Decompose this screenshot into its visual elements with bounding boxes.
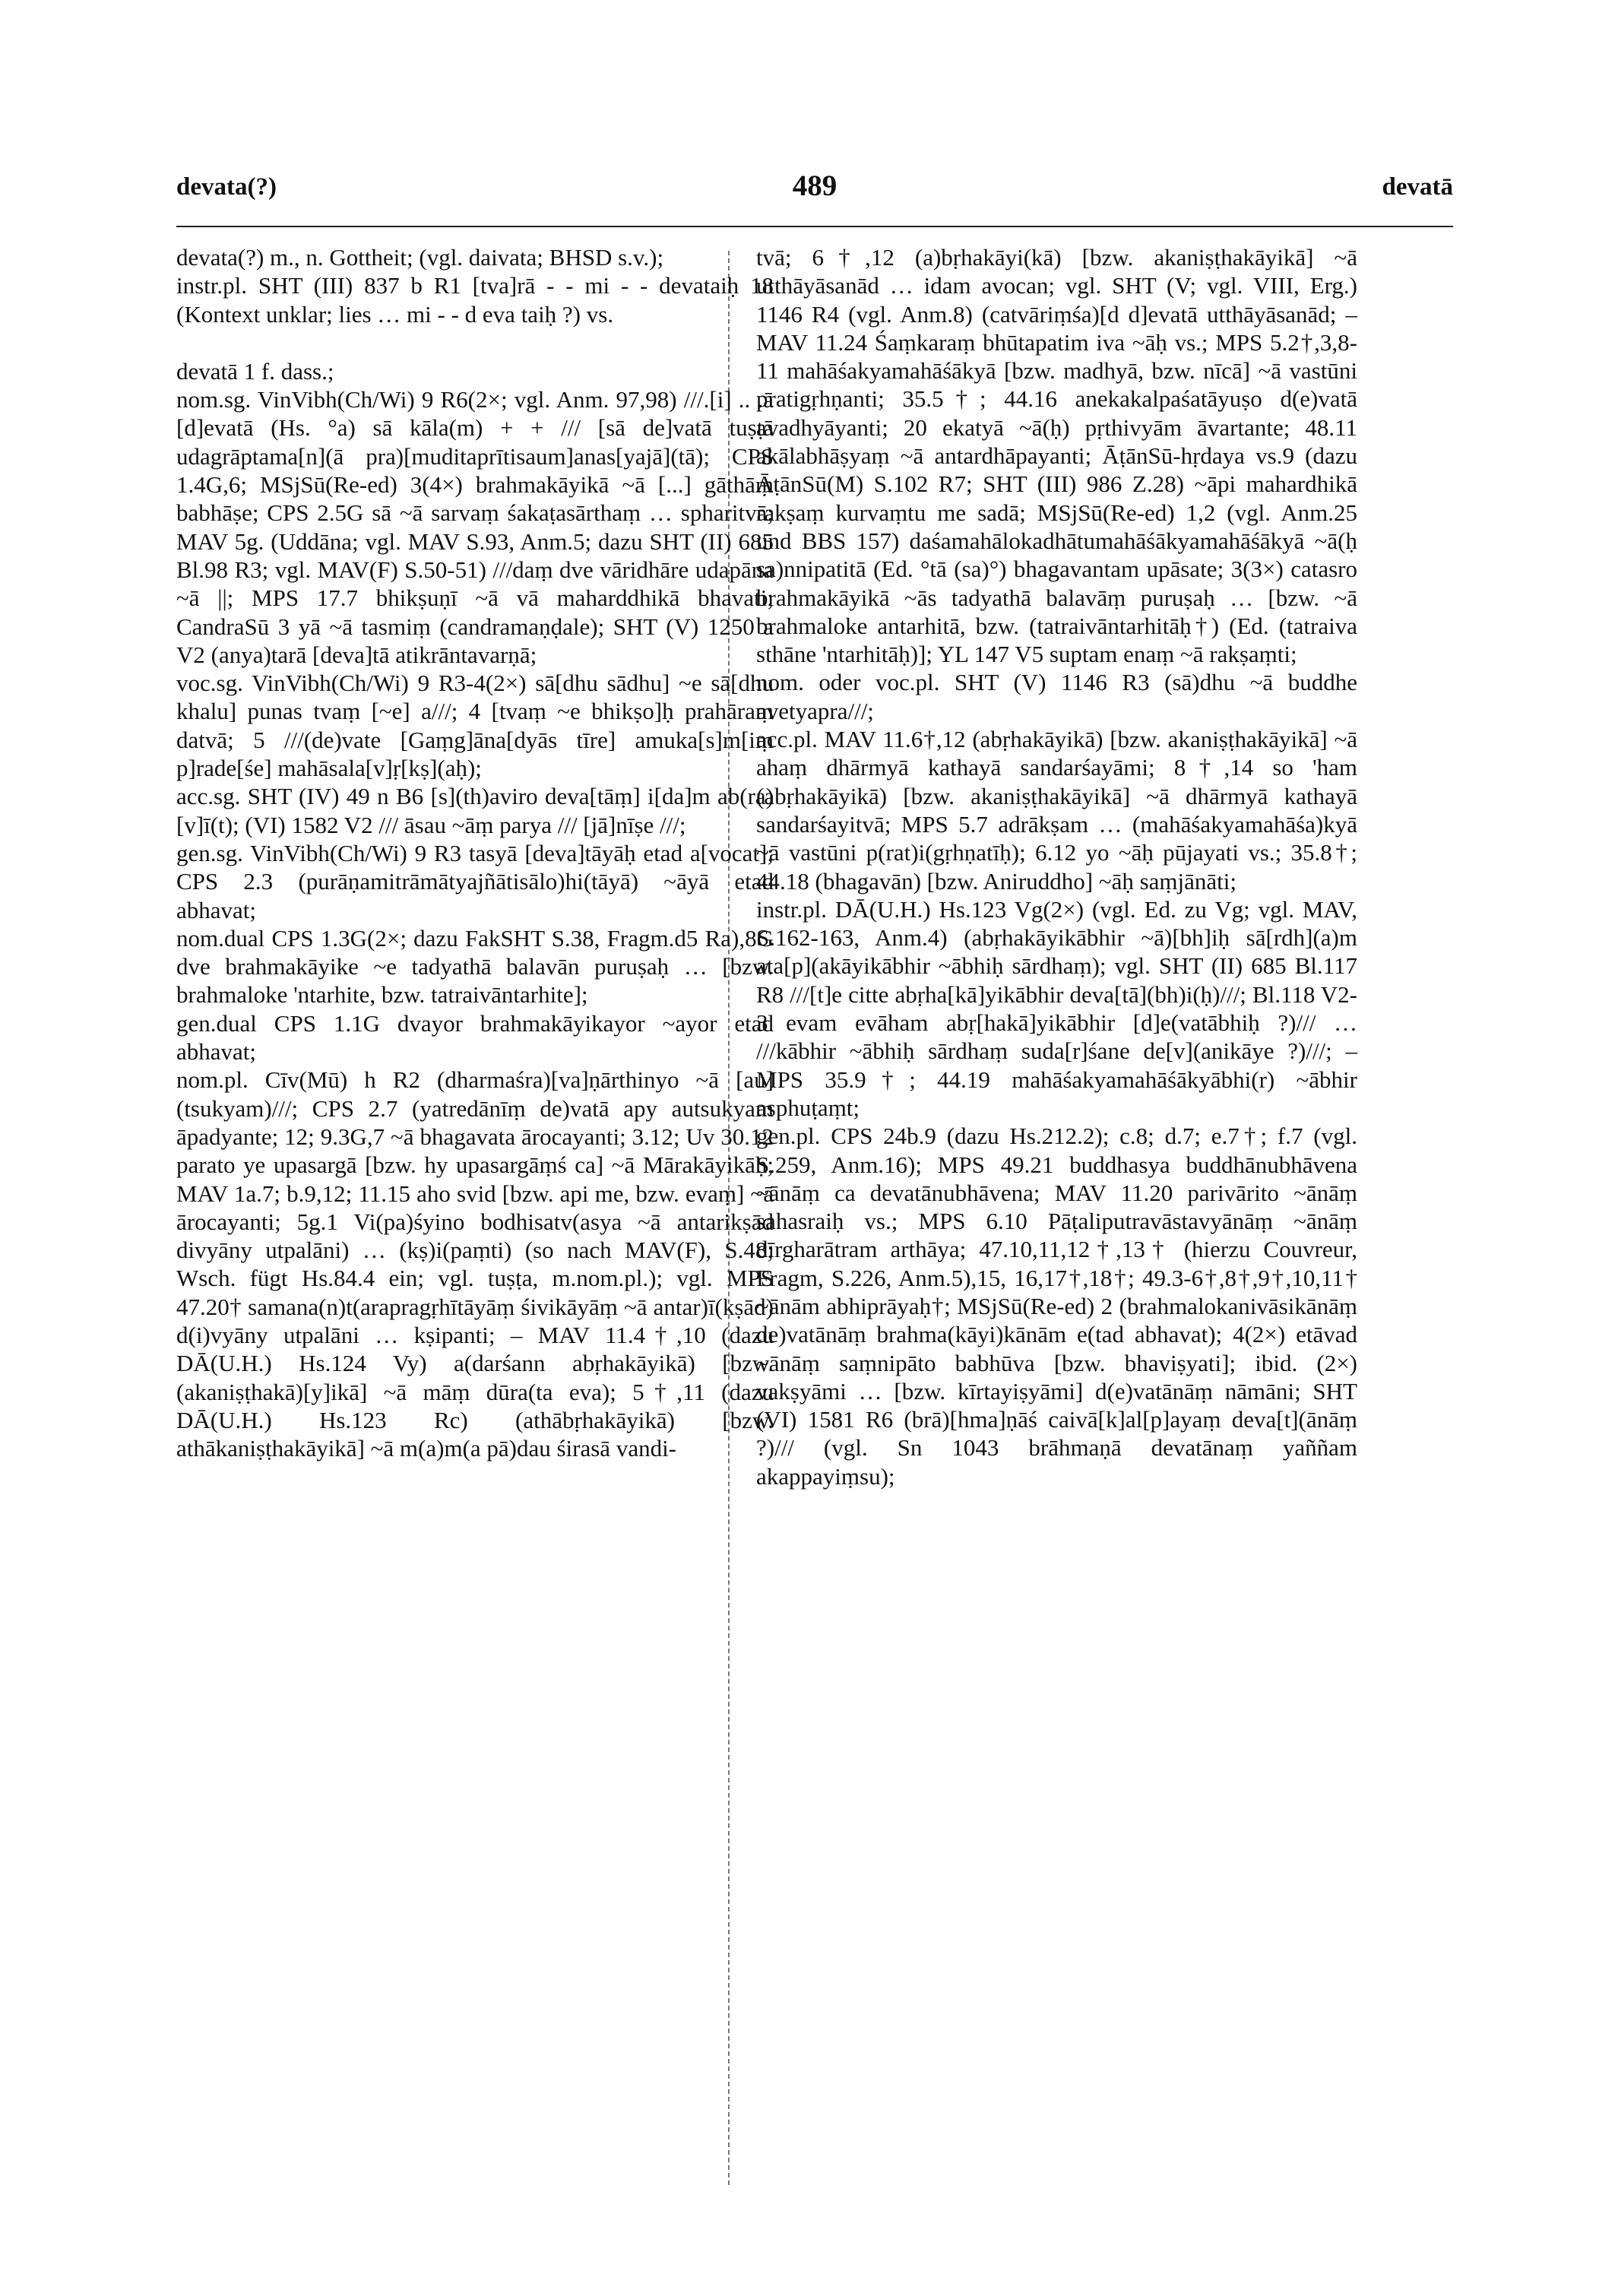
page-number: 489 bbox=[792, 169, 837, 202]
entry-nom-pl: nom.pl. Cīv(Mū) h R2 (dharmaśra)[va]ṇārthinyo ~ā [au](tsukyam)///; CPS 2.7 (yatredānīṃ de)vatā apy autsukyam āpadyante; 12; 9.3G,7 ~ā bhagavata ārocayanti; 3.12; Uv 30.12 parato ye upasargā [bzw. hy upasargāṃś ca] ~ā Mārakāyikāḥ; MAV 1a.7; b.9,12; 11.15 aho svid [bzw. api me, bzw. evaṃ] ~ā ārocayanti; 5g.1 Vi(pa)śyino bodhisatv(asya ~ā antarikṣād divyāny utpalāni) … (kṣ)i(paṃti) (so nach MAV(F), S.48; Wsch. fügt Hs.84.4 ein; vgl. tuṣṭa, m.nom.pl.); vgl. MPS 47.20† samana(n)t(arapragṛhītāyāṃ śivikāyāṃ ~ā antar)ī(kṣād) d(i)vyāny utpalāni … kṣipanti; – MAV 11.4†,10 (dazu DĀ(U.H.) Hs.124 Vy) a(darśann abṛhakāyikā) [bzw. (akaniṣṭhakā)[y]ikā] ~ā māṃ dūra(ta eva); 5†,11 (dazu DĀ(U.H.) Hs.123 Rc) (athābṛhakāyikā) [bzw. athākaniṣṭhakāyikā] ~ā m(a)m(a pā)dau śirasā vandi- bbox=[176, 1066, 774, 1462]
entry-nom-dual: nom.dual CPS 1.3G(2×; dazu FakSHT S.38, Fragm.d5 Ra),8G dve brahmakāyike ~e tadyathā balavān puruṣaḥ … [bzw. brahmaloke 'ntarhite, bzw. tatraivāntarhite]; bbox=[176, 924, 774, 1009]
entry-acc-pl: acc.pl. MAV 11.6†,12 (abṛhakāyikā) [bzw. akaniṣṭhakāyikā] ~ā ahaṃ dhārmyā kathayā sandarśayāmi; 8†,14 so 'ham (abṛhakāyikā) [bzw. akaniṣṭhakāyikā] ~ā dhārmyā kathayā sandarśayitvā; MPS 5.7 adrākṣam … (mahāśakyamahāśa)kyā ~ā vastūni p(rat)i(gṛhṇatīḥ); 6.12 yo ~āḥ pūjayati vs.; 35.8†; 44.18 (bhagavān) [bzw. Aniruddho] ~āḥ saṃjānāti; bbox=[756, 726, 1357, 895]
header-left-headword: devata(?) bbox=[176, 173, 277, 201]
running-header bbox=[176, 169, 1453, 219]
entry-devata-headword: devata(?) m., n. Gottheit; (vgl. daivata; BHSD s.v.); bbox=[176, 244, 664, 271]
entry-devata-f-headword: devatā 1 f. dass.; bbox=[176, 357, 334, 385]
header-rule bbox=[176, 226, 1453, 227]
section-spacer bbox=[176, 328, 774, 357]
left-column bbox=[176, 243, 774, 1462]
entry-gen-dual: gen.dual CPS 1.1G dvayor brahmakāyikayor ~ayor etad abhavat; bbox=[176, 1009, 774, 1066]
entry-instr-pl: instr.pl. SHT (III) 837 b R1 [tva]rā - - mi - - devataiḥ 18 (Kontext unklar; lies … mi - - d eva taiḥ ?) vs. bbox=[176, 272, 774, 328]
entry-acc-sg: acc.sg. SHT (IV) 49 n B6 [s](th)aviro deva[tāṃ] i[da]m ab(ra)[v]ī(t); (VI) 1582 V2 /// āsau ~āṃ parya /// [jā]nīṣe ///; bbox=[176, 783, 774, 838]
entry-nom-sg: nom.sg. VinVibh(Ch/Wi) 9 R6(2×; vgl. Anm. 97,98) ///.[i] .. .ā [d]evatā (Hs. °a) sā kāla(m) + + /// [sā de]vatā tuṣṭā udagrāptama[n](ā pra)[muditaprītisaum]anas[yajā](tā); CPS 1.4G,6; MSjSū(Re-ed) 3(4×) brahmakāyikā ~ā [...] gāthāṃ babhāṣe; CPS 2.5G sā ~ā sarvaṃ śakaṭasārthaṃ … spharitvā; MAV 5g. (Uddāna; vgl. MAV S.93, Anm.5; dazu SHT (II) 685 Bl.98 R3; vgl. MAV(F) S.50-51) ///daṃ dve vāridhāre udapāna ~ā ||; MPS 17.7 bhikṣuṇī ~ā vā maharddhikā bhavati; CandraSū 3 yā ~ā tasmiṃ (candramaṇḍale); SHT (V) 1250 a V2 (anya)tarā [deva]tā atikrāntavarṇā; bbox=[176, 386, 774, 668]
entry-nom-or-voc-pl: nom. oder voc.pl. SHT (V) 1146 R3 (sā)dhu ~ā buddhe avetyapra///; bbox=[756, 669, 1357, 724]
entry-instr-pl-2: instr.pl. DĀ(U.H.) Hs.123 Vg(2×) (vgl. Ed. zu Vg; vgl. MAV, S.162-163, Anm.4) (abṛhakāyikābhir ~ā)[bh]iḥ sā[rdh](a)m ata[p](akāyikābhir ~ābhiḥ sārdhaṃ); vgl. SHT (II) 685 Bl.117 R8 ///[t]e citte abṛha[kā]yikābhir deva[tā](bh)i(ḥ)///; Bl.118 V2-3 evam evāham abṛ[hakā]yikābhir [d]e(vatābhiḥ ?)/// … ///kābhir ~ābhiḥ sārdhaṃ suda[r]śane de[v](anikāye ?)///; – MPS 35.9†; 44.19 mahāśakyamahāśākyābhi(r) ~ābhir asphuṭaṃt; bbox=[756, 895, 1357, 1121]
entry-nom-pl-continued: tvā; 6†,12 (a)bṛhakāyi(kā) [bzw. akaniṣṭhakāyikā] ~ā utthāyāsanād … idam avocan; vgl. SHT (V; vgl. VIII, Erg.) 1146 R4 (vgl. Anm.8) (catvāriṃśa)[d d]evatā utthāyāsanād; – MAV 11.24 Śaṃkaraṃ bhūtapatim iva ~āḥ vs.; MPS 5.2†,3,8-11 mahāśakyamahāśākyā [bzw. madhyā, bzw. nīcā] ~ā vastūni pratigṛhṇanti; 35.5†; 44.16 anekakalpaśatāyuṣo d(e)vatā avadhyāyanti; 20 ekatyā ~ā(ḥ) pṛthivyām āvartante; 48.11 akālabhāṣyaṃ ~ā antardhāpayanti; ĀṭānSū-hṛdaya vs.9 (dazu ĀṭānSū(M) S.102 R7; SHT (III) 986 Z.28) ~āpi mahardhikā rakṣaṃ kurvaṃtu me sadā; MSjSū(Re-ed) 1,2 (vgl. Anm.25 und BBS 157) daśamahālokadhātumahāśākyamahāśākyā ~ā(ḥ sa)nnipatitā (Ed. °tā (sa)°) bhagavantam upāsate; 3(3×) catasro brahmakāyikā ~ās tadyathā balavāṃ puruṣaḥ … [bzw. ~ā brahmaloke antarhitā, bzw. (tatraivāntarhitāḥ†) (Ed. (tatraiva sthāne 'ntarhitāḥ)]; YL 147 V5 suptam enaṃ ~ā rakṣaṃti; bbox=[756, 244, 1357, 668]
right-column bbox=[756, 243, 1357, 1490]
header-right-headword: devatā bbox=[1382, 173, 1453, 201]
entry-gen-pl: gen.pl. CPS 24b.9 (dazu Hs.212.2); c.8; d.7; e.7†; f.7 (vgl. S.259, Anm.16); MPS 49.21 buddhasya buddhānubhāvena ~ānāṃ ca devatānubhāvena; MAV 11.20 parivārito ~ānāṃ sahasraiḥ vs.; MPS 6.10 Pāṭaliputravāstavyānāṃ ~ānāṃ dīrgharātram arthāya; 47.10,11,12†,13† (hierzu Couvreur, Fragm, S.226, Anm.5),15, 16,17†,18†; 49.3-6†,8†,9†,10,11† ~ānām abhiprāyaḥ†; MSjSū(Re-ed) 2 (brahmalokanivāsikānāṃ de)vatānāṃ brahma(kāyi)kānām e(tad abhavat); 4(2×) etāvad ~ānāṃ saṃnipāto babhūva [bzw. bhaviṣyati]; ibid. (2×) vakṣyāmi … [bzw. kīrtayiṣyāmi] d(e)vatānāṃ nāmāni; SHT (VI) 1581 R6 (brā)[hma]ṇāś caivā[k]al[p]ayaṃ deva[t](ānāṃ ?)/// (vgl. Sn 1043 brāhmaṇā devatānaṃ yaññam akappayiṃsu); bbox=[756, 1123, 1357, 1490]
entry-voc-sg: voc.sg. VinVibh(Ch/Wi) 9 R3-4(2×) sā[dhu sādhu] ~e sā[dhu khalu] punas tvaṃ [~e] a///; 4 [tvaṃ ~e bhikṣo]ḥ prahāraṃ datvā; 5 ///(de)vate [Gaṃg]āna[dyās tīre] amuka[s]m[iṃ p]rade[śe] mahāsala[v]ṛ[kṣ](aḥ); bbox=[176, 670, 774, 782]
entry-gen-sg: gen.sg. VinVibh(Ch/Wi) 9 R3 tasyā [deva]tāyāḥ etad a[vocat]; CPS 2.3 (purāṇamitrāmātyajñātisālo)hi(tāyā) ~āyā etad abhavat; bbox=[176, 839, 774, 923]
